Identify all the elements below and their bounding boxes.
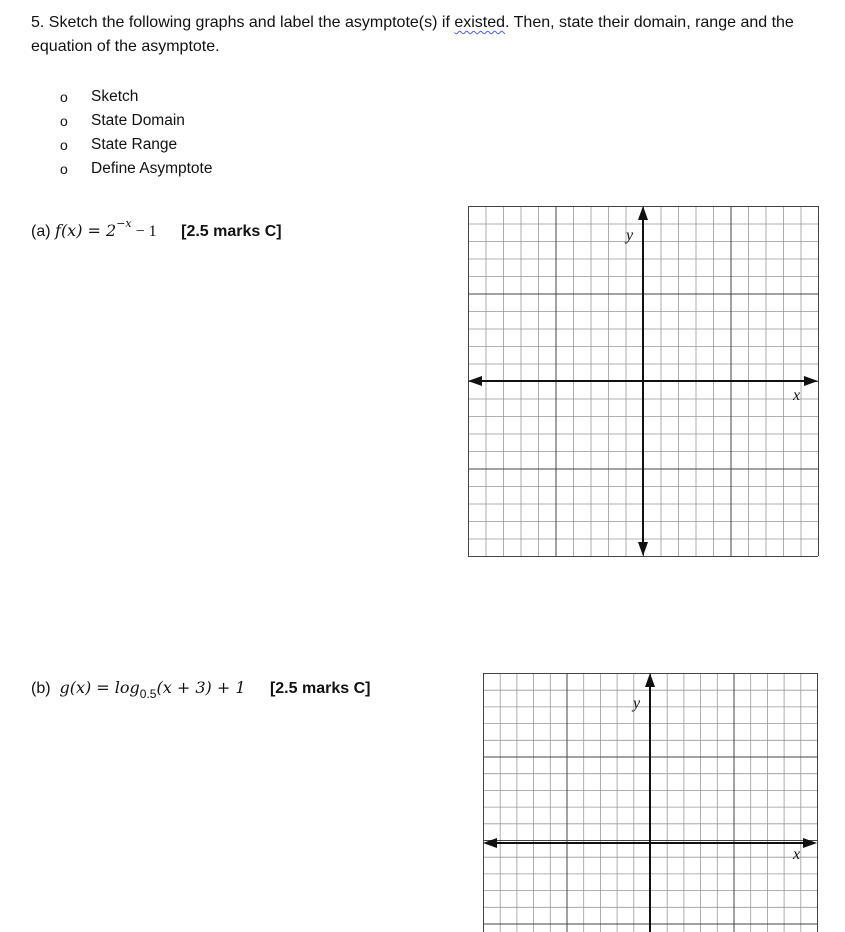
part-b-lhs: g(x) = log xyxy=(59,678,140,697)
task-item xyxy=(60,133,212,157)
task-list xyxy=(60,85,212,181)
y-axis-down-arrow-icon xyxy=(638,542,648,556)
part-a-grid[interactable] xyxy=(468,206,820,558)
bullet-icon: o xyxy=(60,137,68,153)
prompt-text-end: . Then, state their domain, range and the equation of the asymptote. xyxy=(31,14,794,55)
part-b-function xyxy=(59,678,246,701)
part-a-lhs: f(x) = 2 xyxy=(55,221,117,240)
y-axis-up-arrow-icon xyxy=(638,206,648,220)
x-axis-left-arrow-icon xyxy=(483,838,497,848)
part-a-label: (a) xyxy=(31,223,51,240)
y-axis-up-arrow-icon xyxy=(645,673,655,687)
part-a-question xyxy=(31,212,282,244)
task-item xyxy=(60,85,212,109)
part-a-exponent: −x xyxy=(116,217,132,230)
bullet-icon: o xyxy=(60,89,68,105)
part-b-grid[interactable] xyxy=(483,673,819,932)
question-prompt xyxy=(31,11,831,59)
part-a-function xyxy=(55,217,157,240)
x-axis-left-arrow-icon xyxy=(468,376,482,386)
part-a-rhs: − 1 xyxy=(131,223,157,240)
x-axis-right-arrow-icon xyxy=(803,838,817,848)
part-b-question xyxy=(31,676,370,706)
task-label: State Domain xyxy=(91,112,185,129)
y-axis-label: y xyxy=(626,227,634,244)
bullet-icon: o xyxy=(60,113,68,129)
task-item xyxy=(60,157,212,181)
x-axis-right-arrow-icon xyxy=(804,376,818,386)
x-axis-label: x xyxy=(793,387,801,404)
part-b-label: (b) xyxy=(31,680,51,697)
spellcheck-flagged-word[interactable]: existed xyxy=(454,14,506,31)
task-item xyxy=(60,109,212,133)
part-b-base: 0.5 xyxy=(139,687,157,701)
task-label: State Range xyxy=(91,136,178,153)
task-label: Define Asymptote xyxy=(91,160,213,177)
part-b-rhs: (x + 3) + 1 xyxy=(156,678,246,697)
bullet-icon: o xyxy=(60,161,68,177)
axes xyxy=(468,206,818,556)
part-a-marks: [2.5 marks C] xyxy=(181,223,282,240)
y-axis-label: y xyxy=(633,695,641,712)
axes xyxy=(483,673,817,932)
part-b-marks: [2.5 marks C] xyxy=(269,680,371,697)
prompt-text-start: 5. Sketch the following graphs and label the asymptote(s) if xyxy=(31,14,455,31)
x-axis-label: x xyxy=(793,846,801,863)
task-label: Sketch xyxy=(91,88,139,105)
